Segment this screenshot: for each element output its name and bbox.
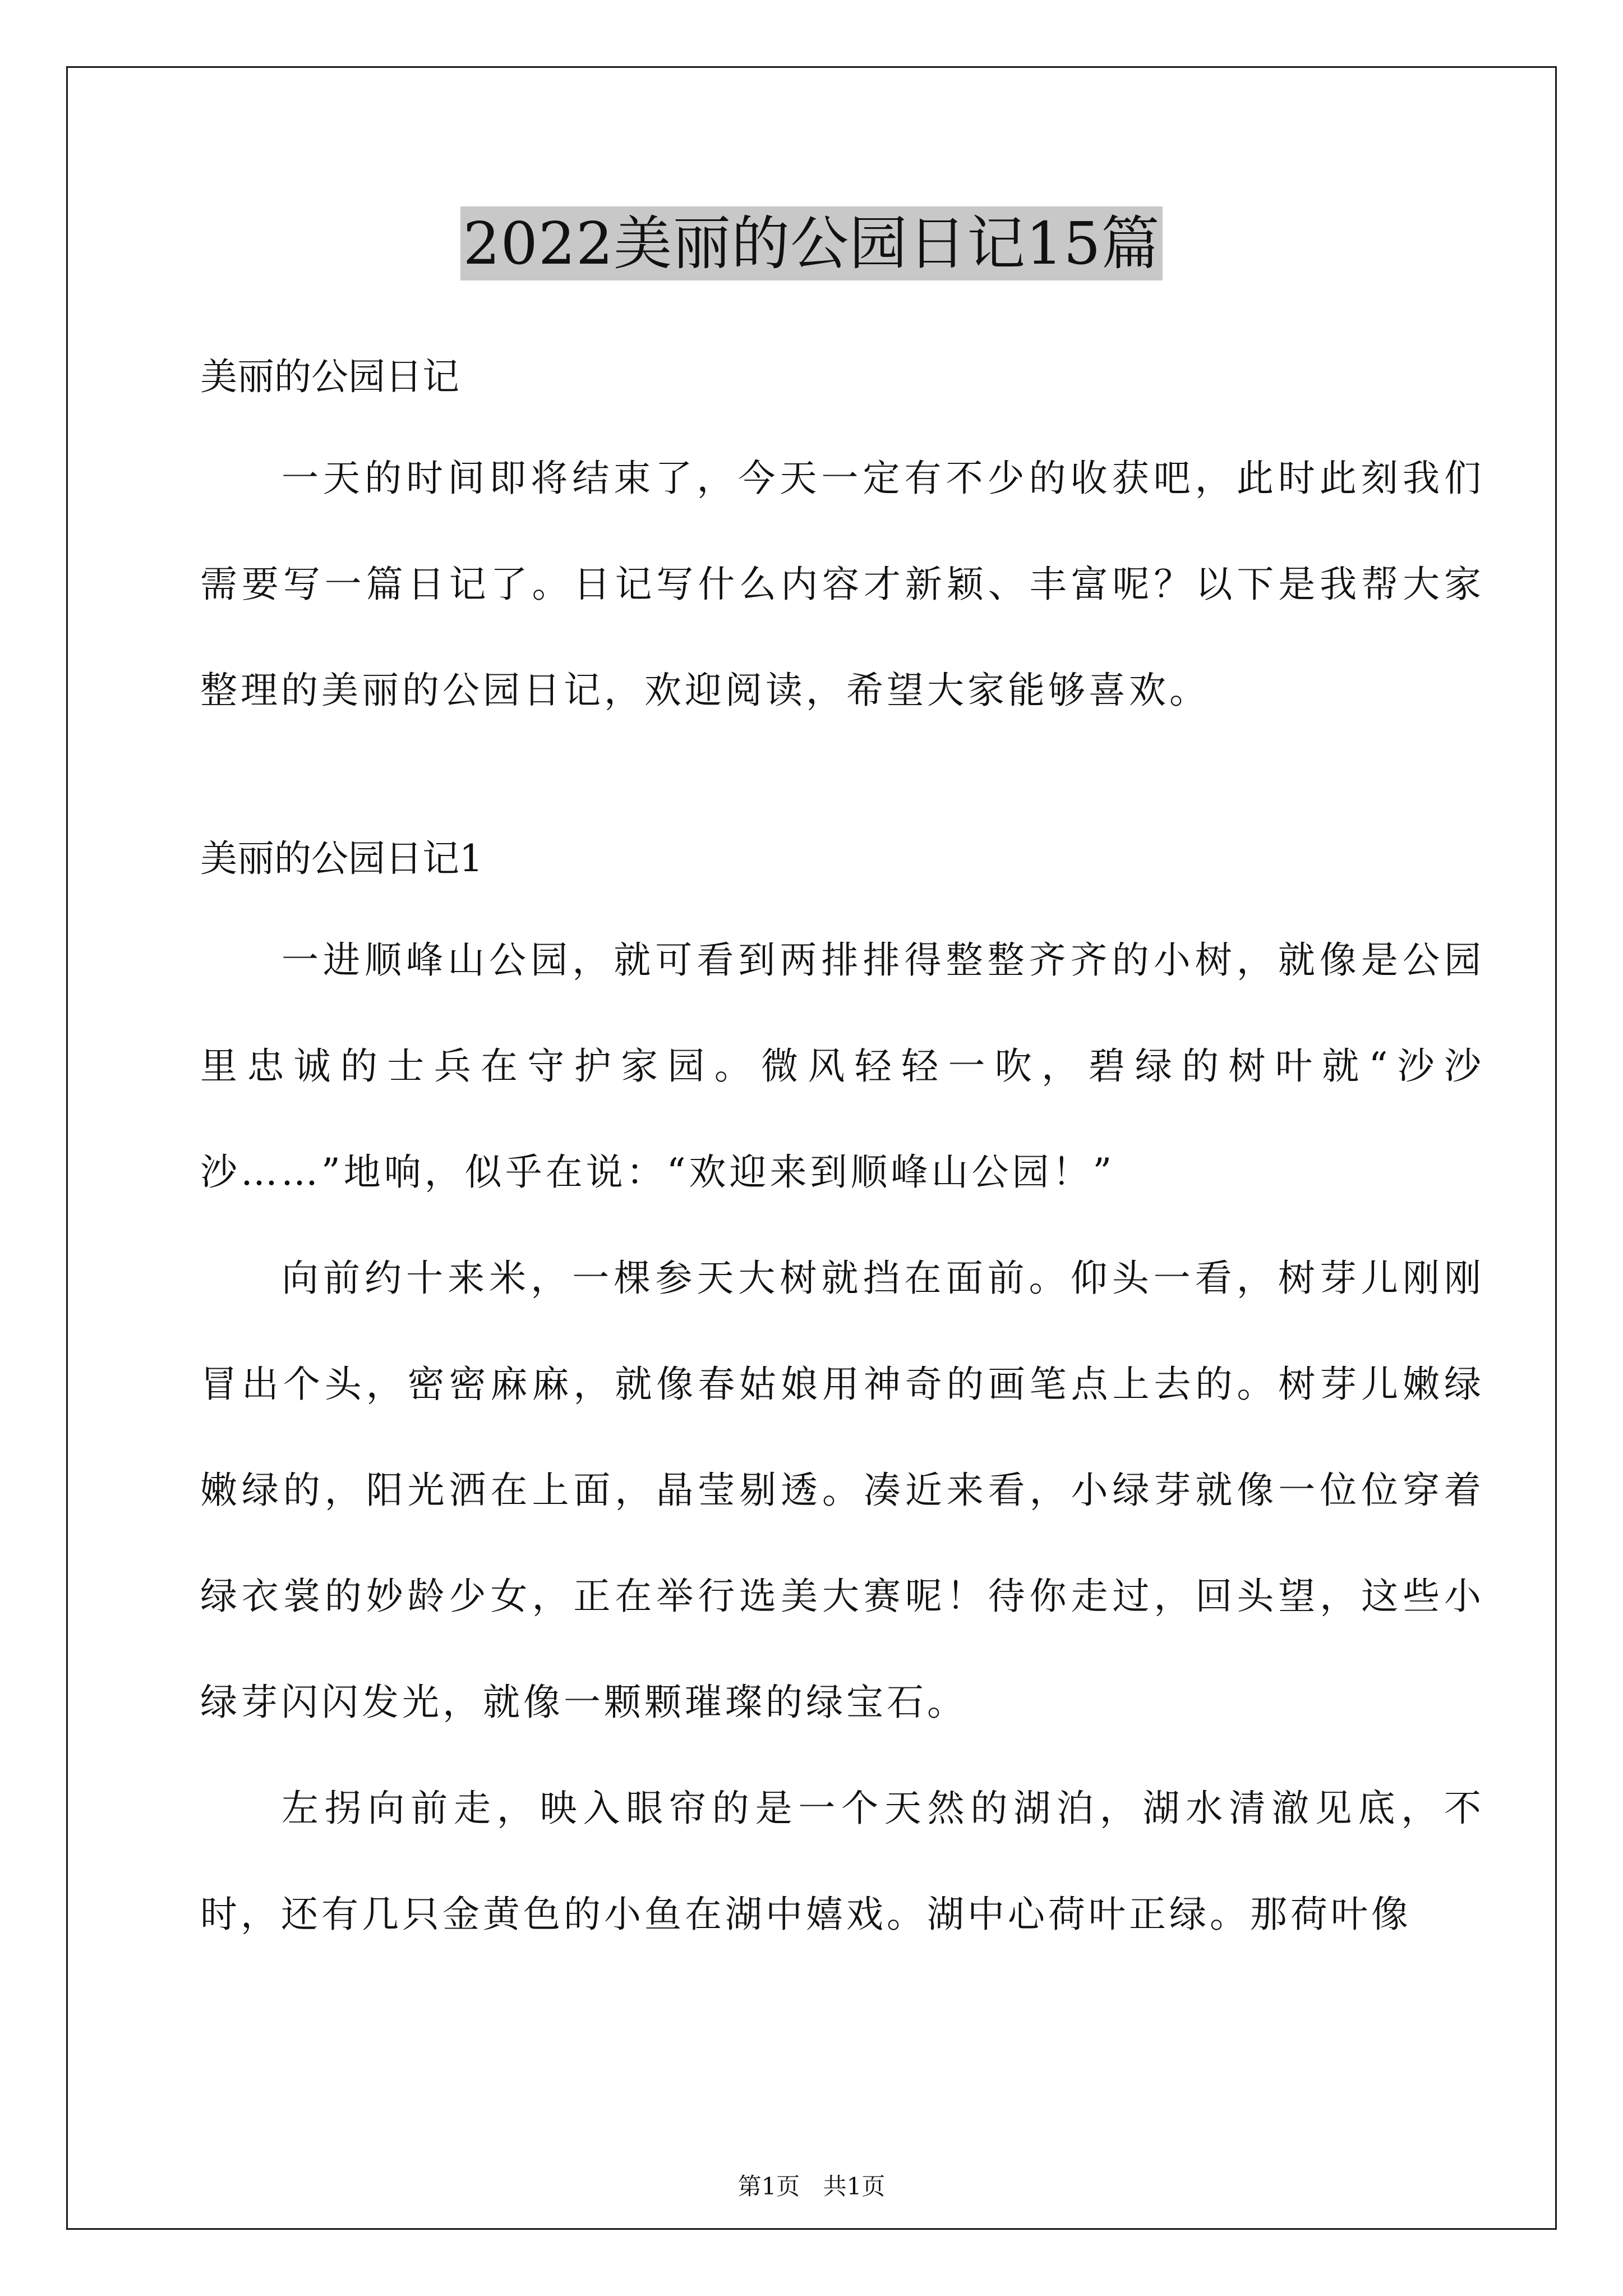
section-heading: 美丽的公园日记 [200,355,459,398]
page-footer [0,2171,1623,2202]
document-title: 2022美丽的公园日记15篇 [460,206,1162,280]
page-number: 第1页 [737,2173,800,2200]
page-total: 共1页 [823,2173,886,2200]
paragraph: 左拐向前走，映入眼帘的是一个天然的湖泊，湖水清澈见底，不时，还有几只金黄色的小鱼在湖中嬉戏。湖中心荷叶正绿。那荷叶像 [200,1787,1484,1936]
title-container [0,206,1623,280]
section-heading: 美丽的公园日记1 [200,837,483,880]
document-body [200,348,1484,1967]
paragraph: 一天的时间即将结束了，今天一定有不少的收获吧，此时此刻我们需要写一篇日记了。日记写什么内容才新颖、丰富呢？以下是我帮大家整理的美丽的公园日记，欢迎阅读，希望大家能够喜欢。 [200,457,1484,712]
paragraph: 向前约十来米，一棵参天大树就挡在面前。仰头一看，树芽儿刚刚冒出个头，密密麻麻，就像春姑娘用神奇的画笔点上去的。树芽儿嫩绿嫩绿的，阳光洒在上面，晶莹剔透。凑近来看，小绿芽就像一位位穿着绿衣裳的妙龄少女，正在举行选美大赛呢！待你走过，回头望，这些小绿芽闪闪发光，就像一颗颗璀璨的绿宝石。 [200,1257,1484,1724]
paragraph: 一进顺峰山公园，就可看到两排排得整整齐齐的小树，就像是公园里忠诚的士兵在守护家园。微风轻轻一吹，碧绿的树叶就“沙沙沙……”地响，似乎在说：“欢迎来到顺峰山公园！” [200,938,1484,1194]
